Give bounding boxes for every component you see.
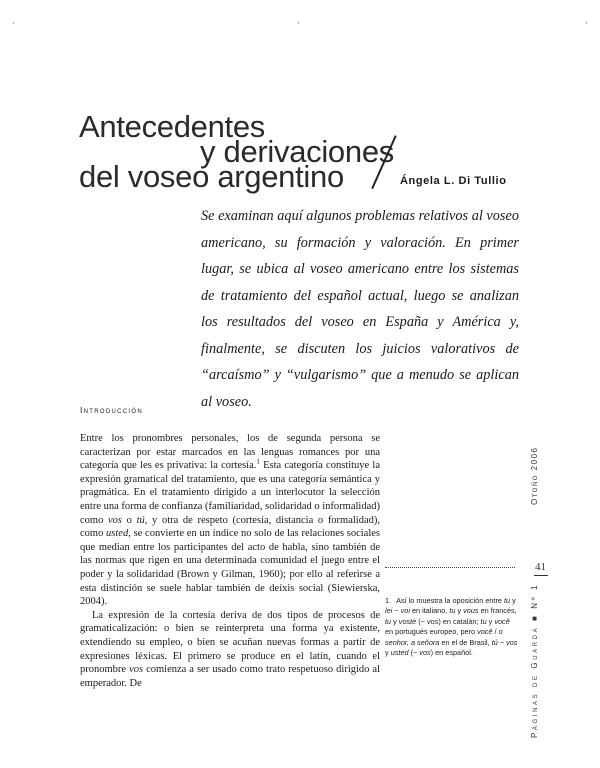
body-text <box>80 432 380 690</box>
section-heading: Introducción <box>80 405 143 415</box>
crop-mark: · <box>12 19 15 28</box>
body-paragraph: Entre los pronombres personales, los de segunda persona se caracterizan por estar marcados en las lenguas romances por una categoría que les es privativa: la cortesía.$^1$ Esta categoría constituye la expresión gramatical del tratamiento, que es una categoría semántica y pragmática. En el tratamiento dirigido a un interlocutor la selección entre una forma de confianza (familiaridad, solidaridad o informalidad) como vos o tú, y otra de respeto (cortesía, distancia o formalidad), como usted, se convierte en un índice no solo de las relaciones sociales que median entre los participantes del acto de habla, sino también de las normas que rigen en una determinada comunidad el juego entre el poder y la solidaridad (Brown y Gilman, 1960); por ello al referirse a esta distinción se suele hablar también de deíxis social (Siewierska, 2004). <box>80 433 381 608</box>
page-number-rule <box>534 575 548 576</box>
title-line-3: del voseo argentino <box>79 159 344 194</box>
abstract: Se examinan aquí algunos problemas relativos al voseo americano, su formación y valoración. En primer lugar, se ubica al voseo americano entre los sistemas de tratamiento del español actual, luego se analizan los resultados del voseo en España y América y, finalmente, se discuten los juicios valorativos de “arcaísmo” y “vulgarismo” que a menudo se aplican al voseo. <box>201 208 519 410</box>
title-line-2: y derivaciones <box>200 134 394 169</box>
crop-mark: · <box>585 19 588 28</box>
margin-journal: Páginas de Guarda ■ Nº 1 <box>530 582 539 738</box>
margin-season: Otoño 2006 <box>530 446 539 505</box>
crop-mark: · <box>297 19 300 28</box>
author-name: Ángela L. Di Tullio <box>400 175 507 187</box>
page-number: 41 <box>535 561 546 573</box>
body-paragraph: La expresión de la cortesía deriva de dos tipos de procesos de gramaticalización: o bien se reinterpreta una forma ya existente, extendiendo su empleo, o bien se acuñan nuevas formas a partir de expresiones léxicas. El primero se produce en el latín, cuando el pronombre vos comienza a ser usado como trato respetuoso dirigido al emperador. De <box>80 609 380 689</box>
footnote-ref[interactable]: 1 <box>256 457 260 466</box>
footnote-separator <box>385 567 515 570</box>
title-line-1: Antecedentes <box>79 109 265 144</box>
footnote: 1. Así lo muestra la oposición entre tu y lei ~ voi en italiano, tu y vous en francés, tu y vostè (~ vos) en catalán; tu y você en portugués europeo, pero você / o senhor, a señora en el de Brasil, tú ~ vos y usted (~ vos) en español. <box>385 596 518 658</box>
